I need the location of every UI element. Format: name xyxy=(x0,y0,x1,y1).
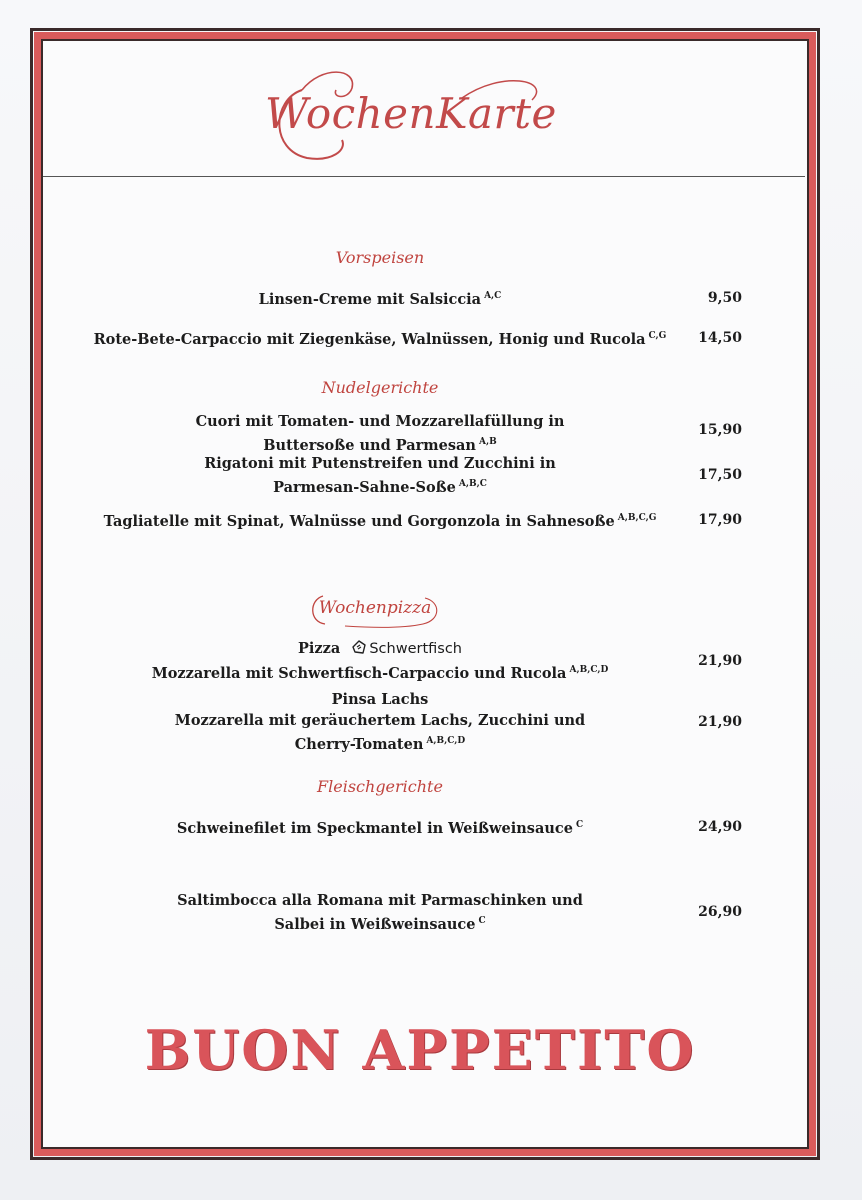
item-allergens: A,B,C xyxy=(458,479,487,489)
price-pizza-schwertfisch: 21,90 xyxy=(698,653,742,669)
item-line-1: Rigatoni mit Putenstreifen und Zucchini in xyxy=(204,455,556,472)
item-allergens: C xyxy=(478,916,486,926)
menu-item-pizza-schwertfisch xyxy=(80,638,680,684)
header-divider xyxy=(43,176,805,177)
item-allergens: A,B,C,G xyxy=(617,513,657,523)
menu-item-rigatoni xyxy=(80,453,680,498)
footer-slogan: BUON APPETITO xyxy=(144,1018,696,1082)
item-line-2: Parmesan-Sahne-Soße xyxy=(273,479,456,496)
item-line-2: Buttersoße und Parmesan xyxy=(263,437,476,454)
item-name: Schweinefilet im Speckmantel in Weißweinsauce xyxy=(176,820,573,837)
item-name: Rote-Bete-Carpaccio mit Ziegenkäse, Walnüssen, Honig und Rucola xyxy=(93,331,646,348)
menu-title: WochenKarte xyxy=(265,89,557,138)
price-rigatoni: 17,50 xyxy=(698,467,742,483)
item-line-1: Pizza xyxy=(298,640,341,657)
item-line-2: Salbei in Weißweinsauce xyxy=(274,916,476,933)
item-allergens: A,C xyxy=(484,291,502,301)
item-name: Linsen-Creme mit Salsiccia xyxy=(258,291,482,308)
menu-item-rotebete xyxy=(60,326,700,350)
price-rotebete: 14,50 xyxy=(698,330,742,346)
menu-item-schweinefilet xyxy=(80,815,680,839)
price-schweinefilet: 24,90 xyxy=(698,819,742,835)
pizza-icon-text: Schwertfisch xyxy=(369,641,462,657)
item-name: Tagliatelle mit Spinat, Walnüsse und Gorgonzola in Sahnesoße xyxy=(103,513,615,530)
fish-slice-icon xyxy=(351,639,367,655)
menu-item-tagliatelle xyxy=(70,508,690,532)
item-line-3: Cherry-Tomaten xyxy=(294,736,424,753)
item-line-1: Saltimbocca alla Romana mit Parmaschinken und xyxy=(177,892,583,909)
item-allergens: A,B xyxy=(478,437,497,447)
item-line-1: Pinsa Lachs xyxy=(331,691,429,708)
price-tagliatelle: 17,90 xyxy=(698,512,742,528)
item-line-2: Mozzarella mit geräuchertem Lachs, Zucchini und xyxy=(174,712,586,729)
price-saltimbocca: 26,90 xyxy=(698,904,742,920)
item-allergens: C,G xyxy=(648,331,667,341)
price-cuori: 15,90 xyxy=(698,422,742,438)
section-vorspeisen: Vorspeisen xyxy=(335,248,425,267)
menu-item-saltimbocca xyxy=(80,890,680,935)
item-allergens: C xyxy=(575,820,584,830)
item-allergens: A,B,C,D xyxy=(569,665,609,675)
item-allergens: A,B,C,D xyxy=(426,736,466,746)
item-line-2: Mozzarella mit Schwertfisch-Carpaccio und Rucola xyxy=(151,665,567,682)
menu-item-pinsa-lachs xyxy=(80,689,680,755)
menu-item-cuori xyxy=(80,411,680,456)
price-linsen: 9,50 xyxy=(707,290,742,306)
item-line-1: Cuori mit Tomaten- und Mozzarellafüllung in xyxy=(195,413,565,430)
section-nudelgerichte: Nudelgerichte xyxy=(321,378,439,397)
section-fleischgerichte: Fleischgerichte xyxy=(317,777,443,796)
section-wochenpizza: Wochenpizza xyxy=(318,598,432,618)
menu-item-linsen xyxy=(80,286,680,310)
price-pinsa-lachs: 21,90 xyxy=(698,714,742,730)
